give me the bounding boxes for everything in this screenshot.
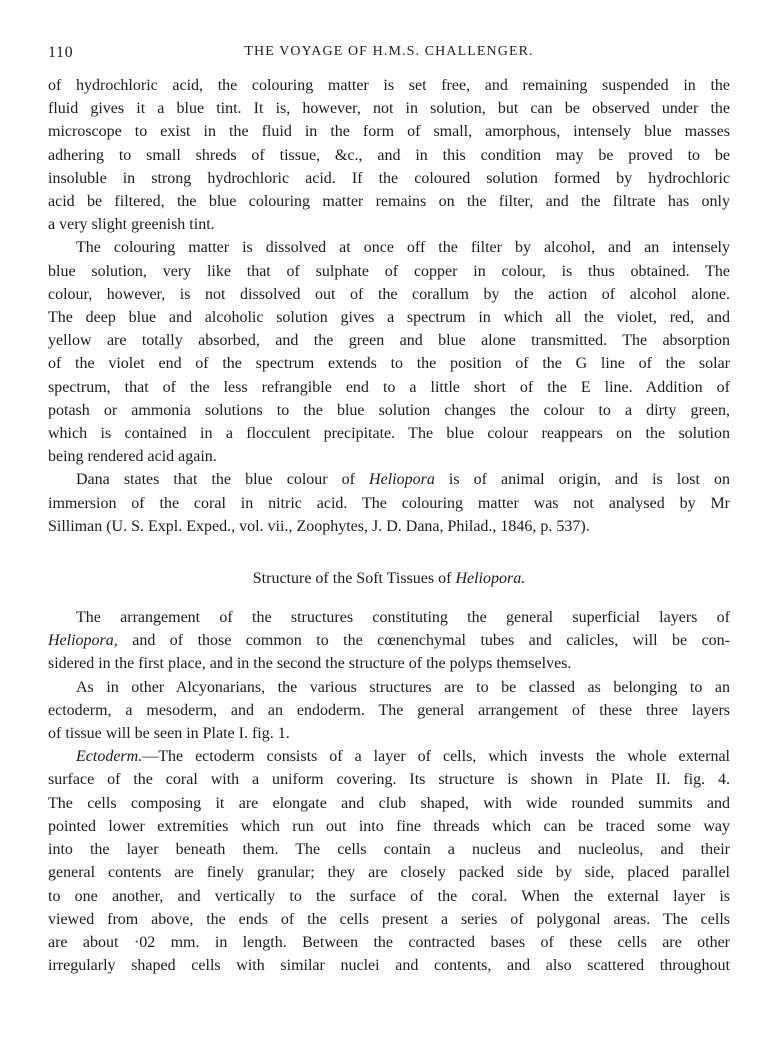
text-line: microscope to exist in the fluid in the form of small, amorphous, intensely blue masses	[48, 123, 730, 141]
text-line: which is contained in a flocculent precipitate. The blue colour reappears on the solution	[48, 425, 730, 443]
text-line: into the layer beneath them. The cells contain a nucleus and nucleolus, and their	[48, 841, 730, 859]
text-line: Silliman (U. S. Expl. Exped., vol. vii., Zoophytes, J. D. Dana, Philad., 1846, p. 537).	[48, 517, 590, 535]
section-heading	[48, 567, 730, 590]
text-line: ectoderm, a mesoderm, and an endoderm. The general arrangement of these three layers	[48, 701, 730, 719]
text-fragment: and of those common to the cœnenchymal tubes and calicles, will be con-	[117, 632, 730, 650]
text-line: general contents are finely granular; they are closely packed side by side, placed parallel	[48, 864, 730, 882]
page-number: 110	[48, 44, 74, 61]
section-paragraph-1	[48, 606, 730, 676]
text-line: are about ·02 mm. in length. Between the contracted bases of these cells are other	[48, 933, 730, 951]
genus-name: Heliopora	[369, 471, 435, 489]
text-line	[48, 745, 730, 768]
text-fragment: Dana states that the blue colour of	[76, 471, 370, 489]
text-line: viewed from above, the ends of the cells present a series of polygonal areas. The cells	[48, 910, 730, 928]
text-line: acid be filtered, the blue colouring matter remains on the filter, and the filtrate has only	[48, 193, 730, 211]
text-line: yellow are totally absorbed, and the green and blue alone transmitted. The absorption	[48, 332, 730, 350]
text-line: insoluble in strong hydrochloric acid. If the coloured solution formed by hydrochloric	[48, 169, 730, 187]
text-line: The deep blue and alcoholic solution gives a spectrum in which all the violet, red, and	[48, 309, 730, 327]
text-line: The arrangement of the structures constituting the general superficial layers of	[76, 609, 730, 627]
text-line: immersion of the coral in nitric acid. The colouring matter was not analysed by Mr	[48, 494, 730, 512]
text-line: The colouring matter is dissolved at once off the filter by alcohol, and an intensely	[76, 239, 730, 257]
body-text	[48, 74, 730, 977]
text-fragment: —The ectoderm consists of a layer of cells, which invests the whole external	[142, 748, 730, 766]
text-line: of hydrochloric acid, the colouring matter is set free, and remaining suspended in the	[48, 77, 730, 94]
text-line: to one another, and vertically to the surface of the coral. When the external layer is	[48, 887, 730, 905]
text-line	[48, 629, 730, 652]
paragraph-2	[48, 236, 730, 468]
text-line: being rendered acid again.	[48, 448, 217, 466]
text-line: blue solution, very like that of sulphate of copper in colour, is thus obtained. The	[48, 262, 730, 280]
text-line: The cells composing it are elongate and club shaped, with wide rounded summits and	[48, 794, 730, 812]
text-line: spectrum, that of the less refrangible end to a little short of the E line. Addition of	[48, 378, 730, 396]
section-paragraph-2	[48, 676, 730, 746]
book-page	[48, 44, 730, 977]
section-heading-text: Structure of the Soft Tissues of	[252, 570, 456, 588]
text-line: of the violet end of the spectrum extends to the position of the G line of the solar	[48, 355, 730, 373]
text-fragment: is of animal origin, and is lost on	[434, 471, 730, 489]
paragraph-1	[48, 74, 730, 236]
genus-name: Heliopora,	[48, 632, 118, 650]
text-line: pointed lower extremities which run out into fine threads which can be traced some way	[48, 817, 730, 835]
text-line: adhering to small shreds of tissue, &c., and in this condition may be proved to be	[48, 146, 730, 164]
subsection-lead: Ectoderm.	[76, 748, 143, 766]
text-line: surface of the coral with a uniform covering. Its structure is shown in Plate II. fig. 4.	[48, 771, 730, 789]
text-line: colour, however, is not dissolved out of the corallum by the action of alcohol alone.	[48, 285, 730, 303]
section-heading-genus: Heliopora.	[455, 570, 526, 588]
text-line: As in other Alcyonarians, the various structures are to be classed as belonging to an	[76, 678, 730, 696]
text-line: a very slight greenish tint.	[48, 216, 215, 234]
text-line: irregularly shaped cells with similar nuclei and contents, and also scattered throughout	[48, 957, 730, 975]
running-title: THE VOYAGE OF H.M.S. CHALLENGER.	[244, 44, 534, 59]
paragraph-3	[48, 468, 730, 538]
text-line: potash or ammonia solutions to the blue solution changes the colour to a dirty green,	[48, 401, 730, 419]
text-line: sidered in the first place, and in the second the structure of the polyps themselves.	[48, 655, 572, 673]
text-line: fluid gives it a blue tint. It is, however, not in solution, but can be observed under the	[48, 100, 730, 118]
text-line	[48, 468, 730, 491]
running-head	[48, 44, 730, 74]
section-paragraph-ectoderm	[48, 745, 730, 977]
text-line: of tissue will be seen in Plate I. fig. 1.	[48, 725, 290, 743]
